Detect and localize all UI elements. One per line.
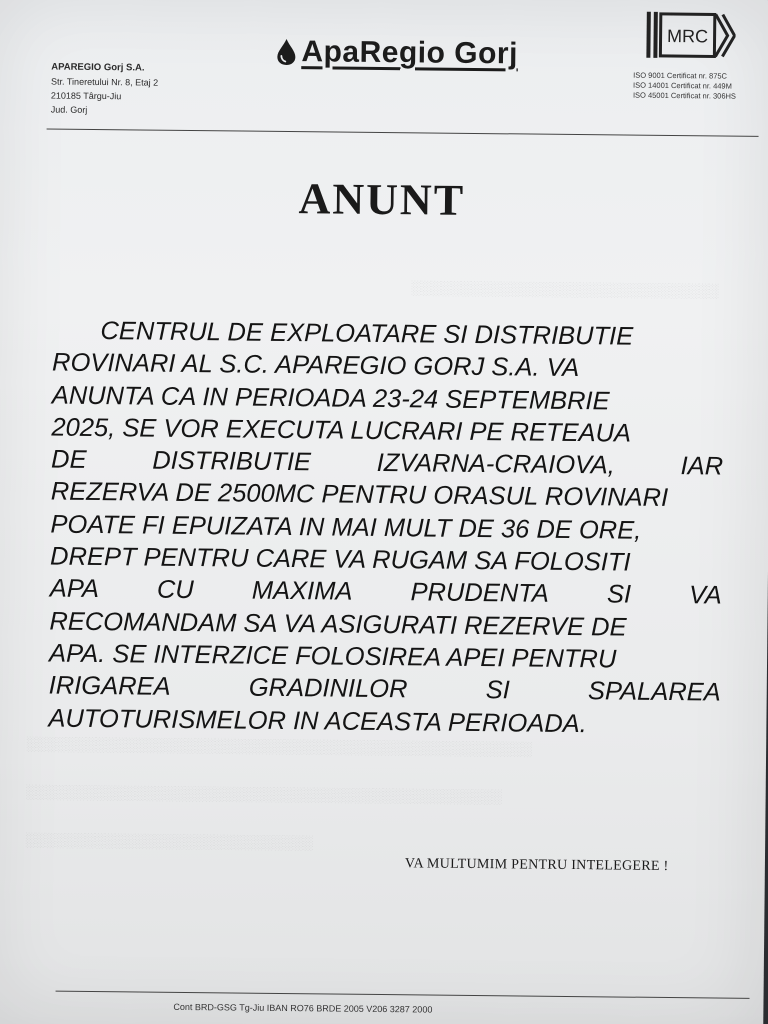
closing-thanks: VA MULTUMIM PENTRU INTELEGERE ! bbox=[404, 856, 669, 875]
mrc-logo-text: MRC bbox=[666, 25, 709, 47]
body-word: SI bbox=[485, 676, 510, 705]
water-drop-icon bbox=[275, 38, 297, 66]
body-word: SI bbox=[606, 580, 632, 609]
show-through-text: ░░░░░░░░░░░░░░░░░░░░░░░░░░░░░ bbox=[25, 833, 313, 852]
company-address-city: 210185 Târgu-Jiu bbox=[50, 90, 122, 102]
body-word: VA bbox=[688, 581, 722, 610]
notice-body bbox=[48, 315, 724, 742]
body-line: DREPT PENTRU CARE VA RUGAM SA FOLOSITI bbox=[49, 542, 631, 577]
body-word: DISTRIBUTIE bbox=[152, 446, 312, 477]
company-name: APAREGIO Gorj S.A. bbox=[51, 61, 145, 74]
show-through-text: ░░░░░░░░░░░░░░░░░░░░░░░░░░░░░░░░░░░░░░░░░░░░░░░░░░░ bbox=[26, 737, 533, 758]
iso-certifications bbox=[633, 71, 736, 102]
company-address-block bbox=[51, 61, 159, 118]
body-word: SPALAREA bbox=[587, 677, 721, 707]
body-line: ANUNTA CA IN PERIOADA 23-24 SEPTEMBRIE bbox=[51, 381, 610, 415]
footer-bank-details: Cont BRD-GSG Tg-Jiu IBAN RO76 BRDE 2005 V206 3287 2000 bbox=[173, 1001, 433, 1015]
logo-wordmark: ApaRegio Gorj bbox=[301, 35, 519, 71]
iso-45001-line: ISO 45001 Certificat nr. 306HS bbox=[632, 90, 737, 101]
body-word: IRIGAREA bbox=[48, 671, 171, 702]
body-word: IAR bbox=[680, 452, 724, 481]
body-line: AUTOTURISMELOR IN ACEASTA PERIOADA. bbox=[48, 704, 587, 738]
body-word: MAXIMA bbox=[251, 577, 353, 607]
notice-title: ANUNT bbox=[298, 174, 466, 225]
header-divider bbox=[47, 128, 759, 136]
body-line: RECOMANDAM SA VA ASIGURATI REZERVE DE bbox=[49, 607, 627, 642]
iso-14001-line: ISO 14001 Certificat nr. 449M bbox=[633, 80, 732, 91]
company-address-street: Str. Tineretului Nr. 8, Etaj 2 bbox=[51, 76, 159, 88]
company-address-county: Jud. Gorj bbox=[50, 104, 88, 115]
body-word: CU bbox=[156, 576, 194, 605]
body-word: PRUDENTA bbox=[410, 578, 550, 609]
body-line: POATE FI EPUIZATA IN MAI MULT DE 36 DE ORE, bbox=[50, 510, 642, 545]
mrc-certification-logo bbox=[643, 9, 736, 62]
body-line: ROVINARI AL S.C. APAREGIO GORJ S.A. VA bbox=[51, 348, 580, 383]
body-word: GRADINILOR bbox=[248, 673, 408, 704]
show-through-text: ░░░░░░░░░░░░░░░░░░░░░░░░░░░░░░░░░░░░░░░░░░░░░░░░ bbox=[25, 785, 502, 806]
body-word: APA bbox=[49, 574, 100, 604]
body-word: IZVARNA-CRAIOVA, bbox=[376, 449, 615, 480]
body-word: DE bbox=[50, 445, 87, 475]
body-line: CENTRUL DE EXPLOATARE SI DISTRIBUTIE bbox=[100, 317, 634, 351]
footer-divider bbox=[56, 991, 750, 999]
body-line: APA. SE INTERZICE FOLOSIREA APEI PENTRU bbox=[48, 639, 617, 674]
show-through-text: ░░░░░░░░░░░░░░░░░░░░░░░░░░░░░░░ bbox=[410, 281, 719, 300]
iso-9001-line: ISO 9001 Certificat nr. 875C bbox=[633, 70, 728, 81]
company-logo bbox=[275, 35, 518, 72]
body-line: 2025, SE VOR EXECUTA LUCRARI PE RETEAUA bbox=[51, 413, 632, 448]
body-line: REZERVA DE 2500MC PENTRU ORASUL ROVINARI bbox=[50, 478, 669, 513]
